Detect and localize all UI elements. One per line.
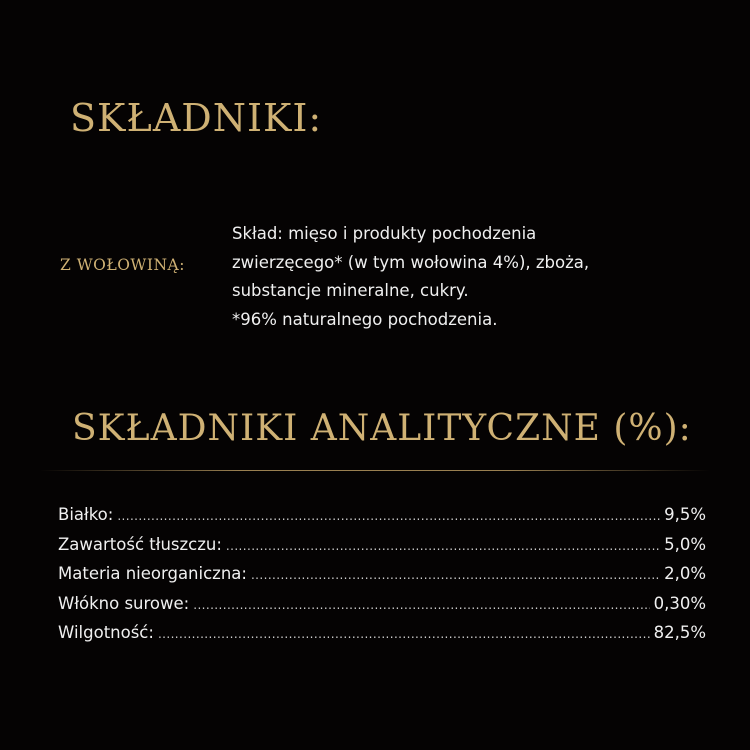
analysis-row-name: Zawartość tłuszczu: (58, 534, 222, 554)
composition-line: Skład: mięso i produkty pochodzenia (232, 224, 537, 243)
dot-leader (251, 568, 660, 582)
analysis-row-value: 2,0% (664, 564, 706, 583)
analysis-row-value: 0,30% (653, 593, 706, 613)
analysis-row-value: 9,5% (664, 505, 706, 524)
ingredients-heading: SKŁADNIKI: (70, 96, 323, 140)
analytical-heading: SKŁADNIKI ANALITYCZNE (%): (72, 408, 692, 449)
composition-text (232, 220, 692, 334)
analysis-row-fat (58, 535, 706, 565)
analysis-row-name: Włókno surowe: (58, 593, 190, 613)
analysis-row-value: 5,0% (664, 534, 706, 554)
analysis-row-value: 82,5% (653, 623, 706, 642)
dot-leader (158, 627, 650, 641)
dot-leader (226, 539, 660, 553)
analysis-row-name: Materia nieorganiczna: (58, 564, 247, 583)
dot-leader (193, 598, 649, 612)
analysis-row-ash (58, 564, 706, 594)
gold-divider (40, 470, 710, 471)
analysis-row-name: Białko: (58, 505, 114, 524)
analysis-row-fibre (58, 594, 706, 624)
composition-line: zwierzęcego* (w tym wołowina 4%), zboża, (232, 252, 590, 272)
analytical-table (58, 505, 706, 653)
analysis-row-name: Wilgotność: (58, 623, 154, 642)
composition-line: substancje mineralne, cukry. (232, 281, 469, 300)
variant-label: Z WOŁOWINĄ: (60, 256, 185, 274)
analysis-row-protein (58, 505, 706, 535)
dot-leader (117, 509, 660, 523)
composition-line: *96% naturalnego pochodzenia. (232, 309, 498, 329)
analysis-row-moisture (58, 623, 706, 653)
